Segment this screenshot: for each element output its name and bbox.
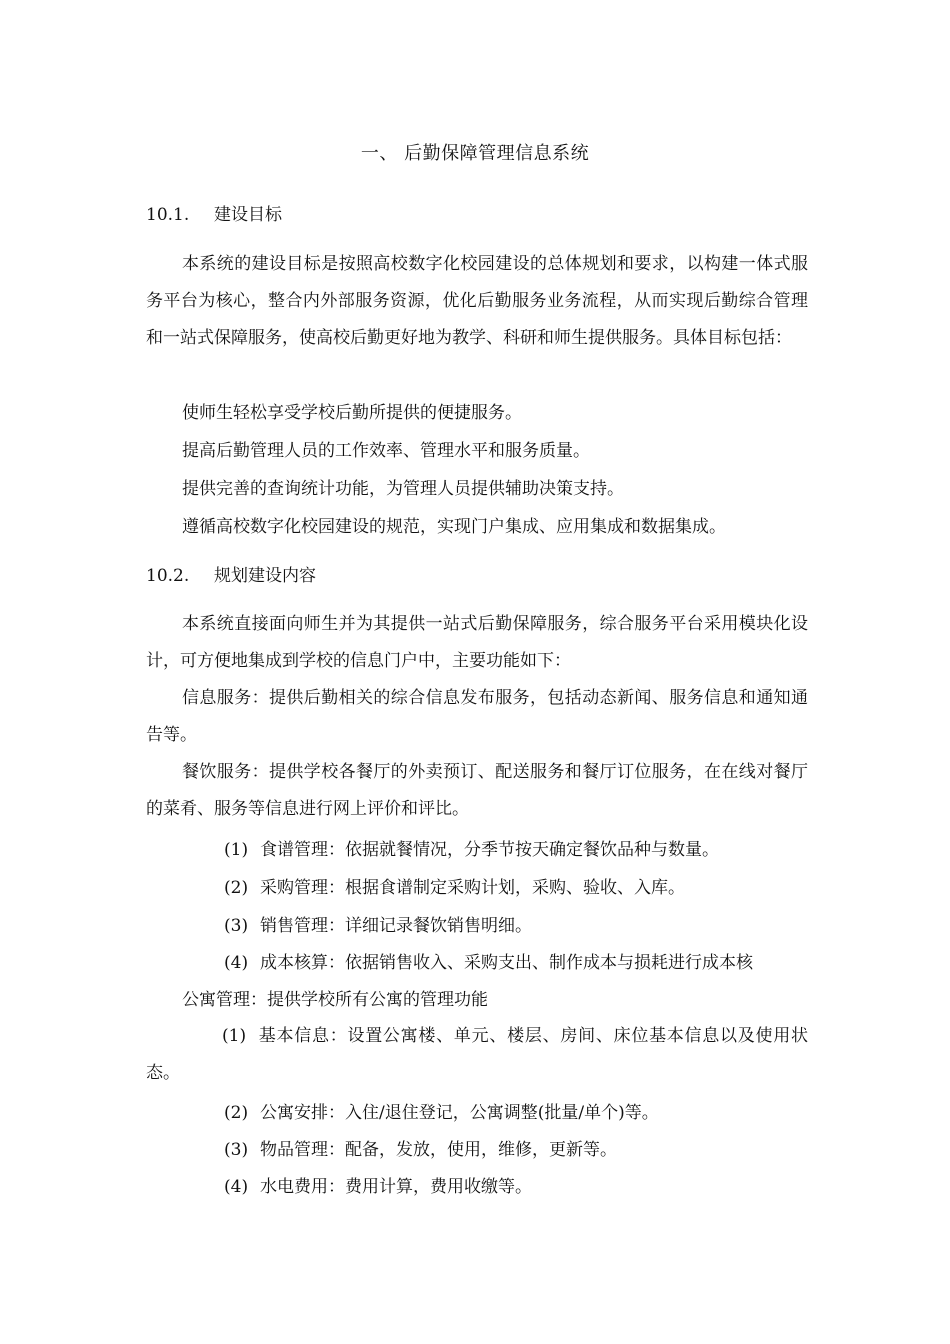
- goal-item: 使师生轻松享受学校后勤所提供的便捷服务。: [182, 403, 522, 423]
- item-text: 成本核算：依据销售收入、采购支出、制作成本与损耗进行成本核: [260, 953, 753, 973]
- goal-item: 提高后勤管理人员的工作效率、管理水平和服务质量。: [182, 441, 590, 461]
- apartment-item: [224, 1101, 808, 1125]
- apartment-item: [224, 1138, 808, 1162]
- item-text: 销售管理：详细记录餐饮销售明细。: [260, 916, 532, 936]
- document-title: 一、 后勤保障管理信息系统: [360, 143, 590, 164]
- item-marker: (2): [224, 878, 249, 898]
- section-title: 建设目标: [214, 205, 282, 225]
- item-text: 水电费用：费用计算，费用收缴等。: [260, 1177, 532, 1197]
- goal-item: 遵循高校数字化校园建设的规范，实现门户集成、应用集成和数据集成。: [182, 517, 726, 537]
- item-marker: (1): [222, 1026, 247, 1046]
- apartment-heading: 公寓管理：提供学校所有公寓的管理功能: [182, 990, 488, 1010]
- item-text: 物品管理：配备，发放，使用，维修，更新等。: [260, 1140, 617, 1160]
- section-number: 10.1.: [146, 205, 190, 225]
- item-marker: (3): [224, 1140, 249, 1160]
- section-heading-10-2: [146, 564, 316, 588]
- item-text: 采购管理：根据食谱制定采购计划，采购、验收、入库。: [260, 878, 685, 898]
- section-heading-10-1: [146, 203, 282, 227]
- section-title: 规划建设内容: [214, 566, 316, 586]
- section1-intro-paragraph: 本系统的建设目标是按照高校数字化校园建设的总体规划和要求，以构建一体式服务平台为核心，整合内外部服务资源，优化后勤服务业务流程，从而实现后勤综合管理和一站式保障服务，使高校后勤更好地为教学、科研和师生提供服务。具体目标包括：: [146, 254, 808, 348]
- item-marker: (3): [224, 916, 249, 936]
- item-text: 基本信息：设置公寓楼、单元、楼层、房间、床位基本信息以及使用状态。: [146, 1026, 808, 1083]
- apartment-item: [224, 1175, 808, 1199]
- item-marker: (1): [224, 840, 249, 860]
- info-service-paragraph: 信息服务：提供后勤相关的综合信息发布服务，包括动态新闻、服务信息和通知通告等。: [146, 688, 808, 745]
- goal-item: 提供完善的查询统计功能，为管理人员提供辅助决策支持。: [182, 479, 624, 499]
- item-text: 食谱管理：依据就餐情况，分季节按天确定餐饮品种与数量。: [260, 840, 719, 860]
- catering-item: [224, 876, 808, 900]
- catering-item: [224, 951, 808, 975]
- section-number: 10.2.: [146, 566, 190, 586]
- catering-item: [224, 838, 808, 862]
- item-marker: (4): [224, 1177, 249, 1197]
- catering-paragraph: 餐饮服务：提供学校各餐厅的外卖预订、配送服务和餐厅订位服务，在在线对餐厅的菜肴、服务等信息进行网上评价和评比。: [146, 762, 808, 819]
- item-marker: (4): [224, 953, 249, 973]
- apartment-item: [146, 1018, 808, 1092]
- section2-intro-paragraph: 本系统直接面向师生并为其提供一站式后勤保障服务，综合服务平台采用模块化设计，可方便地集成到学校的信息门户中，主要功能如下：: [146, 614, 808, 671]
- item-text: 公寓安排：入住/退住登记，公寓调整(批量/单个)等。: [260, 1103, 659, 1123]
- catering-item: [224, 914, 808, 938]
- item-marker: (2): [224, 1103, 249, 1123]
